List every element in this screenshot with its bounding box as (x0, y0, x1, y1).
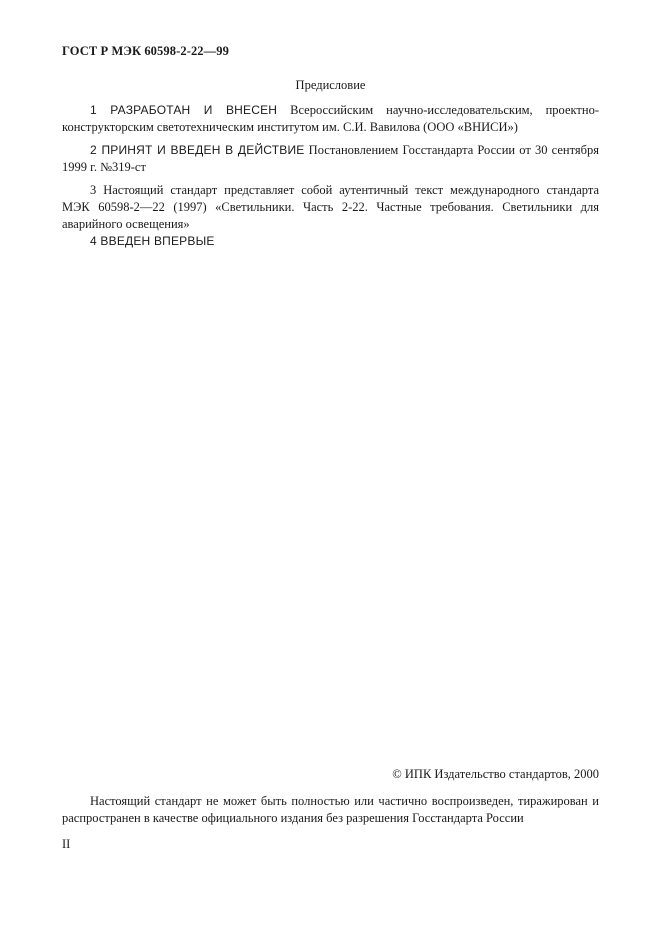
preface-item-2-text: Постановлением Госстандарта России от 30 сентября 1999 г. №319-ст (62, 143, 599, 174)
reproduction-notice: Настоящий стандарт не может быть полностью или частично воспроизведен, тиражирован и распространен в качестве официального издания без разрешения Госстандарта России (62, 794, 599, 825)
preface-item-4 (62, 233, 599, 250)
preface-item-1 (62, 102, 599, 136)
preface-item-3 (62, 182, 599, 233)
preface-item-1-lead: 1 РАЗРАБОТАН И ВНЕСЕН (90, 103, 278, 117)
preface-item-4-lead: 4 ВВЕДЕН ВПЕРВЫЕ (90, 234, 215, 248)
preface-title: Предисловие (295, 78, 366, 92)
preface-item-1-text: Всероссийским научно-исследовательским, проектно-конструкторским светотехническим институтом им. С.И. Вавилова (ООО «ВНИСИ») (62, 103, 599, 134)
preface-item-2 (62, 142, 599, 176)
preface-item-2-lead: 2 ПРИНЯТ И ВВЕДЕН В ДЕЙСТВИЕ (90, 143, 305, 157)
page-number: II (62, 837, 71, 851)
document-code-header: ГОСТ Р МЭК 60598-2-22—99 (62, 44, 229, 58)
preface-item-3-text: 3 Настоящий стандарт представляет собой аутентичный текст международного стандарта МЭК 60598-2—22 (1997) «Светильники. Часть 2-22. Частные требования. Светильники для аварийного освещения» (62, 183, 599, 231)
copyright-line: © ИПК Издательство стандартов, 2000 (392, 767, 599, 781)
